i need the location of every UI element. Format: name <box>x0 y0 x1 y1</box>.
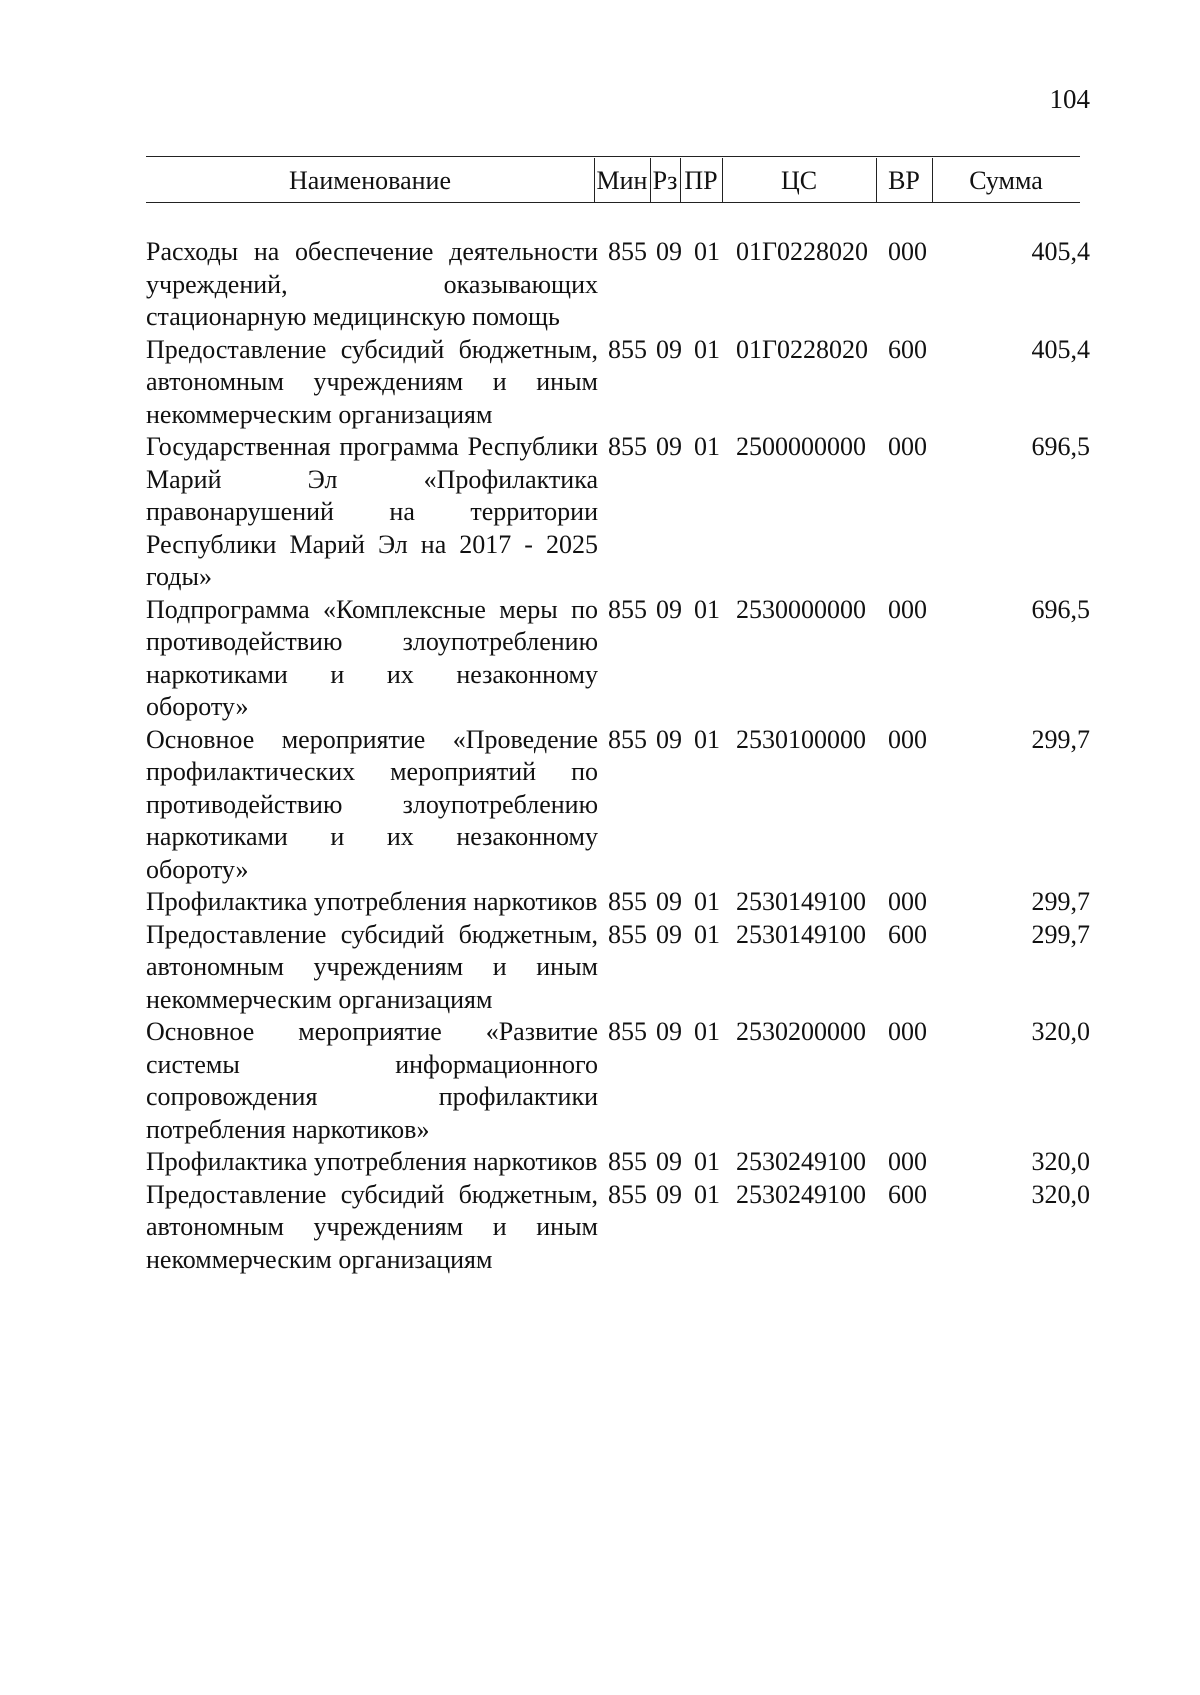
row-vr: 000 <box>888 1017 927 1046</box>
header-pr: ПР <box>684 166 718 195</box>
row-name: Основное мероприятие «Проведение профилактических мероприятий по противодействию злоупотреблению наркотиками и их незаконному обороту» <box>146 724 598 884</box>
row-min: 855 <box>608 334 647 364</box>
row-name: Подпрограмма «Комплексные меры по противодействию злоупотреблению наркотиками и их незаконному обороту» <box>146 594 598 721</box>
row-vr: 000 <box>888 594 927 624</box>
header-divider <box>680 158 681 202</box>
row-sum: 405,4 <box>1031 237 1090 266</box>
table-body <box>146 236 1090 1276</box>
row-name: Предоставление субсидий бюджетным, автономным учреждениям и иным некоммерческим организациям <box>146 919 598 1014</box>
row-pr: 01 <box>694 594 720 624</box>
header-name: Наименование <box>289 166 451 195</box>
row-sum: 696,5 <box>1031 594 1090 624</box>
row-name: Предоставление субсидий бюджетным, автономным учреждениям и иным некоммерческим организациям <box>146 334 598 429</box>
row-cs: 2530149100 <box>736 919 866 949</box>
row-vr: 000 <box>888 887 927 916</box>
row-min: 855 <box>608 919 647 949</box>
table-row <box>146 886 1090 919</box>
row-name: Профилактика употребления наркотиков <box>146 1147 598 1176</box>
table-row <box>146 431 1090 594</box>
header-divider <box>932 158 933 202</box>
header-divider <box>594 158 595 202</box>
row-min: 855 <box>608 432 647 461</box>
row-rz: 09 <box>656 237 682 266</box>
page-number: 104 <box>1049 84 1090 114</box>
row-min: 855 <box>608 237 647 266</box>
row-pr: 01 <box>694 919 720 949</box>
row-vr: 000 <box>888 237 927 266</box>
row-sum: 320,0 <box>1031 1017 1090 1046</box>
row-pr: 01 <box>694 724 720 754</box>
row-sum: 299,7 <box>1031 887 1090 916</box>
row-name: Государственная программа Республики Марий Эл «Профилактика правонарушений на территории Республики Марий Эл на 2017 - 2025 годы» <box>146 432 598 591</box>
row-cs: 01Г0228020 <box>736 237 869 266</box>
row-min: 855 <box>608 1147 647 1176</box>
table-row <box>146 1016 1090 1146</box>
header-divider <box>650 158 651 202</box>
row-rz: 09 <box>656 919 682 949</box>
row-pr: 01 <box>694 887 720 916</box>
row-name: Профилактика употребления наркотиков <box>146 887 598 916</box>
row-sum: 320,0 <box>1031 1147 1090 1176</box>
table-header-top-rule <box>146 156 1080 157</box>
row-name: Предоставление субсидий бюджетным, автономным учреждениям и иным некоммерческим организациям <box>146 1179 598 1274</box>
row-cs: 2530249100 <box>736 1147 866 1176</box>
row-cs: 2530149100 <box>736 887 866 916</box>
row-sum: 405,4 <box>1031 334 1090 364</box>
row-cs: 2500000000 <box>736 432 866 461</box>
table-header-bottom-rule <box>146 202 1080 203</box>
row-vr: 000 <box>888 432 927 461</box>
row-pr: 01 <box>694 432 720 461</box>
row-rz: 09 <box>656 594 682 624</box>
table-row <box>146 724 1090 887</box>
row-sum: 696,5 <box>1031 432 1090 461</box>
table-row <box>146 1179 1090 1277</box>
row-sum: 299,7 <box>1031 919 1090 949</box>
row-min: 855 <box>608 1017 647 1046</box>
row-pr: 01 <box>694 334 720 364</box>
row-vr: 000 <box>888 724 927 754</box>
table-row <box>146 919 1090 1017</box>
row-vr: 600 <box>888 1179 927 1209</box>
row-cs: 2530249100 <box>736 1179 866 1209</box>
table-row <box>146 334 1090 432</box>
row-rz: 09 <box>656 724 682 754</box>
row-vr: 600 <box>888 919 927 949</box>
header-sum: Сумма <box>969 166 1043 195</box>
row-rz: 09 <box>656 887 682 916</box>
row-cs: 2530000000 <box>736 594 866 624</box>
row-pr: 01 <box>694 237 720 266</box>
row-rz: 09 <box>656 1179 682 1209</box>
row-rz: 09 <box>656 334 682 364</box>
row-min: 855 <box>608 1179 647 1209</box>
row-rz: 09 <box>656 432 682 461</box>
row-pr: 01 <box>694 1017 720 1046</box>
row-cs: 01Г0228020 <box>736 334 869 364</box>
header-min: Мин <box>596 166 648 195</box>
table-header <box>146 158 1080 202</box>
row-min: 855 <box>608 887 647 916</box>
row-min: 855 <box>608 724 647 754</box>
row-name: Основное мероприятие «Развитие системы информационного сопровождения профилактики потребления наркотиков» <box>146 1017 598 1144</box>
header-divider <box>722 158 723 202</box>
header-cs: ЦС <box>780 166 818 195</box>
row-cs: 2530200000 <box>736 1017 866 1046</box>
row-pr: 01 <box>694 1179 720 1209</box>
row-sum: 320,0 <box>1031 1179 1090 1209</box>
row-sum: 299,7 <box>1031 724 1090 754</box>
header-vr: ВР <box>888 166 920 195</box>
table-row <box>146 236 1090 334</box>
row-rz: 09 <box>656 1017 682 1046</box>
table-row <box>146 594 1090 724</box>
row-name: Расходы на обеспечение деятельности учреждений, оказывающих стационарную медицинскую помощь <box>146 237 598 331</box>
table-row <box>146 1146 1090 1179</box>
row-vr: 000 <box>888 1147 927 1176</box>
row-vr: 600 <box>888 334 927 364</box>
row-cs: 2530100000 <box>736 724 866 754</box>
header-rz: Рз <box>652 166 678 195</box>
row-min: 855 <box>608 594 647 624</box>
row-pr: 01 <box>694 1147 720 1176</box>
header-divider <box>876 158 877 202</box>
row-rz: 09 <box>656 1147 682 1176</box>
